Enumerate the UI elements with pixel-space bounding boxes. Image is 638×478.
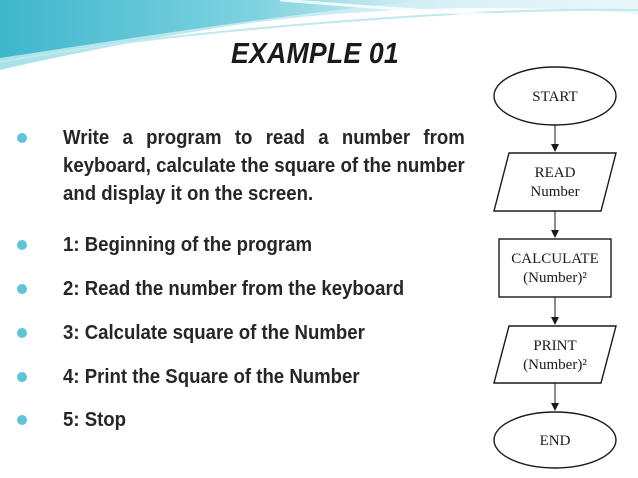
end-terminal bbox=[494, 412, 616, 468]
print-parallelogram-shape bbox=[494, 326, 616, 383]
end-label: END bbox=[539, 433, 571, 449]
calculate-rect-shape bbox=[499, 239, 611, 297]
read-label-line1: READ bbox=[534, 165, 576, 181]
print-output-box bbox=[494, 326, 616, 383]
bullet-text: Write a program to read a number from keyboard, calculate the square of the number and display it on the screen. bbox=[63, 127, 465, 205]
start-terminal bbox=[494, 67, 616, 125]
calculate-label-line1: CALCULATE bbox=[511, 251, 599, 267]
calculate-label-line2: (Number)² bbox=[523, 270, 587, 286]
print-label-line2: (Number)² bbox=[523, 357, 587, 373]
bullet-text: 3: Calculate square of the Number bbox=[63, 322, 365, 344]
calculate-process-box bbox=[499, 239, 611, 297]
start-label: START bbox=[532, 89, 578, 105]
print-label-line1: PRINT bbox=[533, 338, 577, 354]
bullet-text: 4: Print the Square of the Number bbox=[63, 366, 360, 388]
read-label-line2: Number bbox=[530, 184, 580, 200]
read-input-box bbox=[494, 153, 616, 211]
read-parallelogram-shape bbox=[494, 153, 616, 211]
slide-title: EXAMPLE 01 bbox=[231, 38, 399, 70]
bullet-text: 2: Read the number from the keyboard bbox=[63, 278, 405, 300]
bullet-text: 5: Stop bbox=[63, 409, 127, 431]
bullet-text: 1: Beginning of the program bbox=[63, 234, 313, 256]
